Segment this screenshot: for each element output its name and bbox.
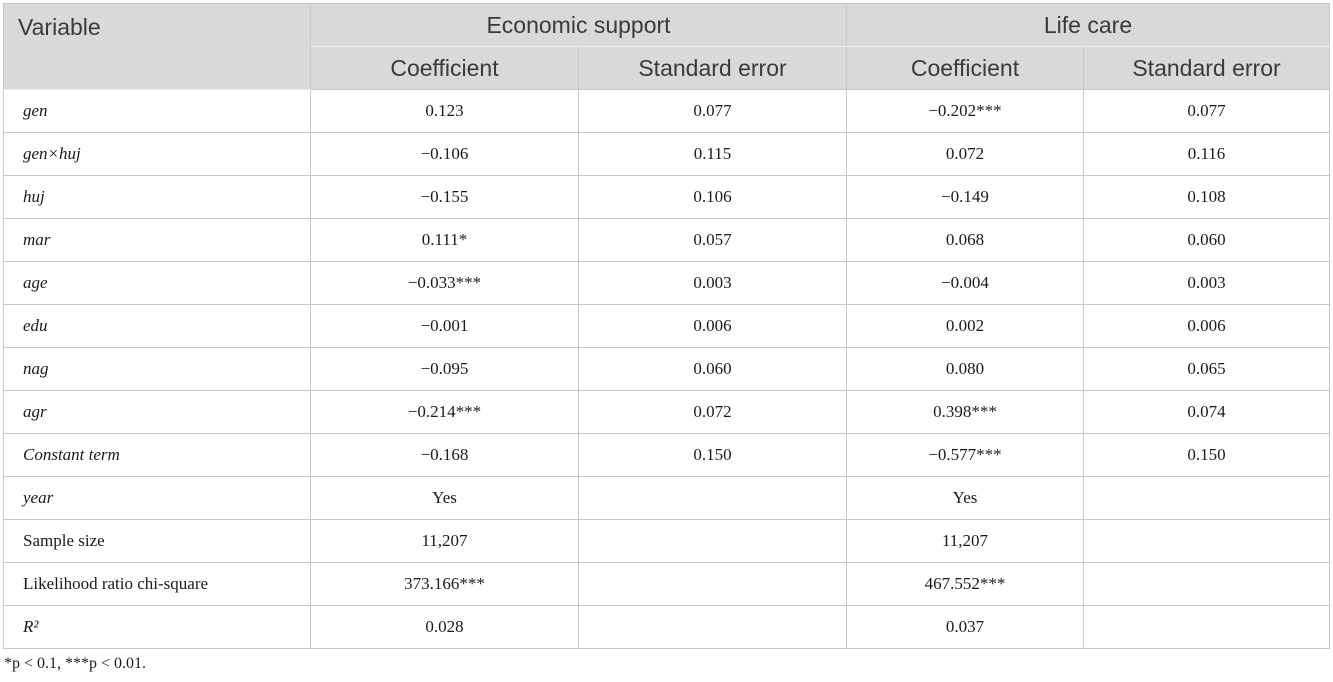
row-label: huj [4, 176, 311, 219]
row-label: mar [4, 219, 311, 262]
row-label: R² [4, 606, 311, 649]
header-standard-error: Standard error [579, 47, 847, 90]
header-standard-error: Standard error [1084, 47, 1330, 90]
cell-lifecare-standard-error: 0.060 [1084, 219, 1330, 262]
table-row [4, 305, 1330, 348]
cell-economic-coefficient: −0.168 [311, 434, 579, 477]
cell-economic-coefficient: 0.123 [311, 90, 579, 133]
cell-economic-standard-error [579, 563, 847, 606]
row-label: gen×huj [4, 133, 311, 176]
cell-economic-coefficient: −0.033*** [311, 262, 579, 305]
cell-economic-coefficient: −0.095 [311, 348, 579, 391]
cell-lifecare-coefficient: Yes [847, 477, 1084, 520]
cell-lifecare-coefficient: 0.398*** [847, 391, 1084, 434]
row-label: age [4, 262, 311, 305]
cell-lifecare-standard-error: 0.074 [1084, 391, 1330, 434]
cell-economic-coefficient: −0.001 [311, 305, 579, 348]
cell-economic-coefficient: 0.111* [311, 219, 579, 262]
cell-economic-coefficient: −0.106 [311, 133, 579, 176]
table-row [4, 606, 1330, 649]
row-label: Constant term [4, 434, 311, 477]
cell-lifecare-standard-error: 0.065 [1084, 348, 1330, 391]
cell-economic-coefficient: 0.028 [311, 606, 579, 649]
table-row [4, 176, 1330, 219]
cell-lifecare-standard-error [1084, 477, 1330, 520]
cell-economic-standard-error: 0.057 [579, 219, 847, 262]
cell-lifecare-coefficient: 0.072 [847, 133, 1084, 176]
cell-lifecare-standard-error: 0.077 [1084, 90, 1330, 133]
cell-lifecare-standard-error [1084, 563, 1330, 606]
header-coefficient: Coefficient [847, 47, 1084, 90]
table-row [4, 520, 1330, 563]
cell-economic-standard-error: 0.006 [579, 305, 847, 348]
cell-economic-standard-error: 0.106 [579, 176, 847, 219]
cell-lifecare-coefficient: 0.037 [847, 606, 1084, 649]
table-body [4, 90, 1330, 649]
cell-economic-standard-error: 0.115 [579, 133, 847, 176]
table-row [4, 262, 1330, 305]
table-row [4, 133, 1330, 176]
table-row [4, 477, 1330, 520]
cell-economic-coefficient: −0.214*** [311, 391, 579, 434]
cell-economic-standard-error: 0.150 [579, 434, 847, 477]
cell-economic-standard-error [579, 520, 847, 563]
cell-lifecare-coefficient: −0.202*** [847, 90, 1084, 133]
cell-economic-standard-error [579, 606, 847, 649]
cell-economic-standard-error: 0.077 [579, 90, 847, 133]
cell-lifecare-standard-error [1084, 520, 1330, 563]
header-variable: Variable [4, 4, 311, 90]
table-row [4, 90, 1330, 133]
cell-economic-standard-error: 0.060 [579, 348, 847, 391]
cell-economic-standard-error: 0.072 [579, 391, 847, 434]
row-label: Sample size [4, 520, 311, 563]
cell-lifecare-coefficient: 0.002 [847, 305, 1084, 348]
regression-table-container [3, 3, 1329, 649]
cell-lifecare-coefficient: 0.068 [847, 219, 1084, 262]
header-group-life-care: Life care [847, 4, 1330, 47]
row-label: agr [4, 391, 311, 434]
header-group-row [4, 4, 1330, 47]
table-row [4, 434, 1330, 477]
cell-lifecare-standard-error: 0.108 [1084, 176, 1330, 219]
cell-lifecare-standard-error: 0.150 [1084, 434, 1330, 477]
cell-lifecare-coefficient: −0.149 [847, 176, 1084, 219]
header-coefficient: Coefficient [311, 47, 579, 90]
row-label: edu [4, 305, 311, 348]
cell-lifecare-coefficient: −0.577*** [847, 434, 1084, 477]
cell-economic-coefficient: Yes [311, 477, 579, 520]
row-label: Likelihood ratio chi-square [4, 563, 311, 606]
cell-lifecare-coefficient: 467.552*** [847, 563, 1084, 606]
table-row [4, 219, 1330, 262]
table-footnote: *p < 0.1, ***p < 0.01. [4, 655, 147, 672]
cell-economic-standard-error [579, 477, 847, 520]
cell-lifecare-coefficient: −0.004 [847, 262, 1084, 305]
row-label: year [4, 477, 311, 520]
cell-lifecare-standard-error: 0.116 [1084, 133, 1330, 176]
cell-lifecare-standard-error: 0.003 [1084, 262, 1330, 305]
row-label: gen [4, 90, 311, 133]
cell-economic-coefficient: 373.166*** [311, 563, 579, 606]
cell-lifecare-coefficient: 11,207 [847, 520, 1084, 563]
cell-lifecare-coefficient: 0.080 [847, 348, 1084, 391]
table-header [4, 4, 1330, 90]
cell-economic-coefficient: 11,207 [311, 520, 579, 563]
row-label: nag [4, 348, 311, 391]
table-row [4, 391, 1330, 434]
regression-table [3, 3, 1330, 649]
table-row [4, 563, 1330, 606]
cell-lifecare-standard-error [1084, 606, 1330, 649]
table-row [4, 348, 1330, 391]
cell-economic-coefficient: −0.155 [311, 176, 579, 219]
header-group-economic-support: Economic support [311, 4, 847, 47]
cell-lifecare-standard-error: 0.006 [1084, 305, 1330, 348]
cell-economic-standard-error: 0.003 [579, 262, 847, 305]
